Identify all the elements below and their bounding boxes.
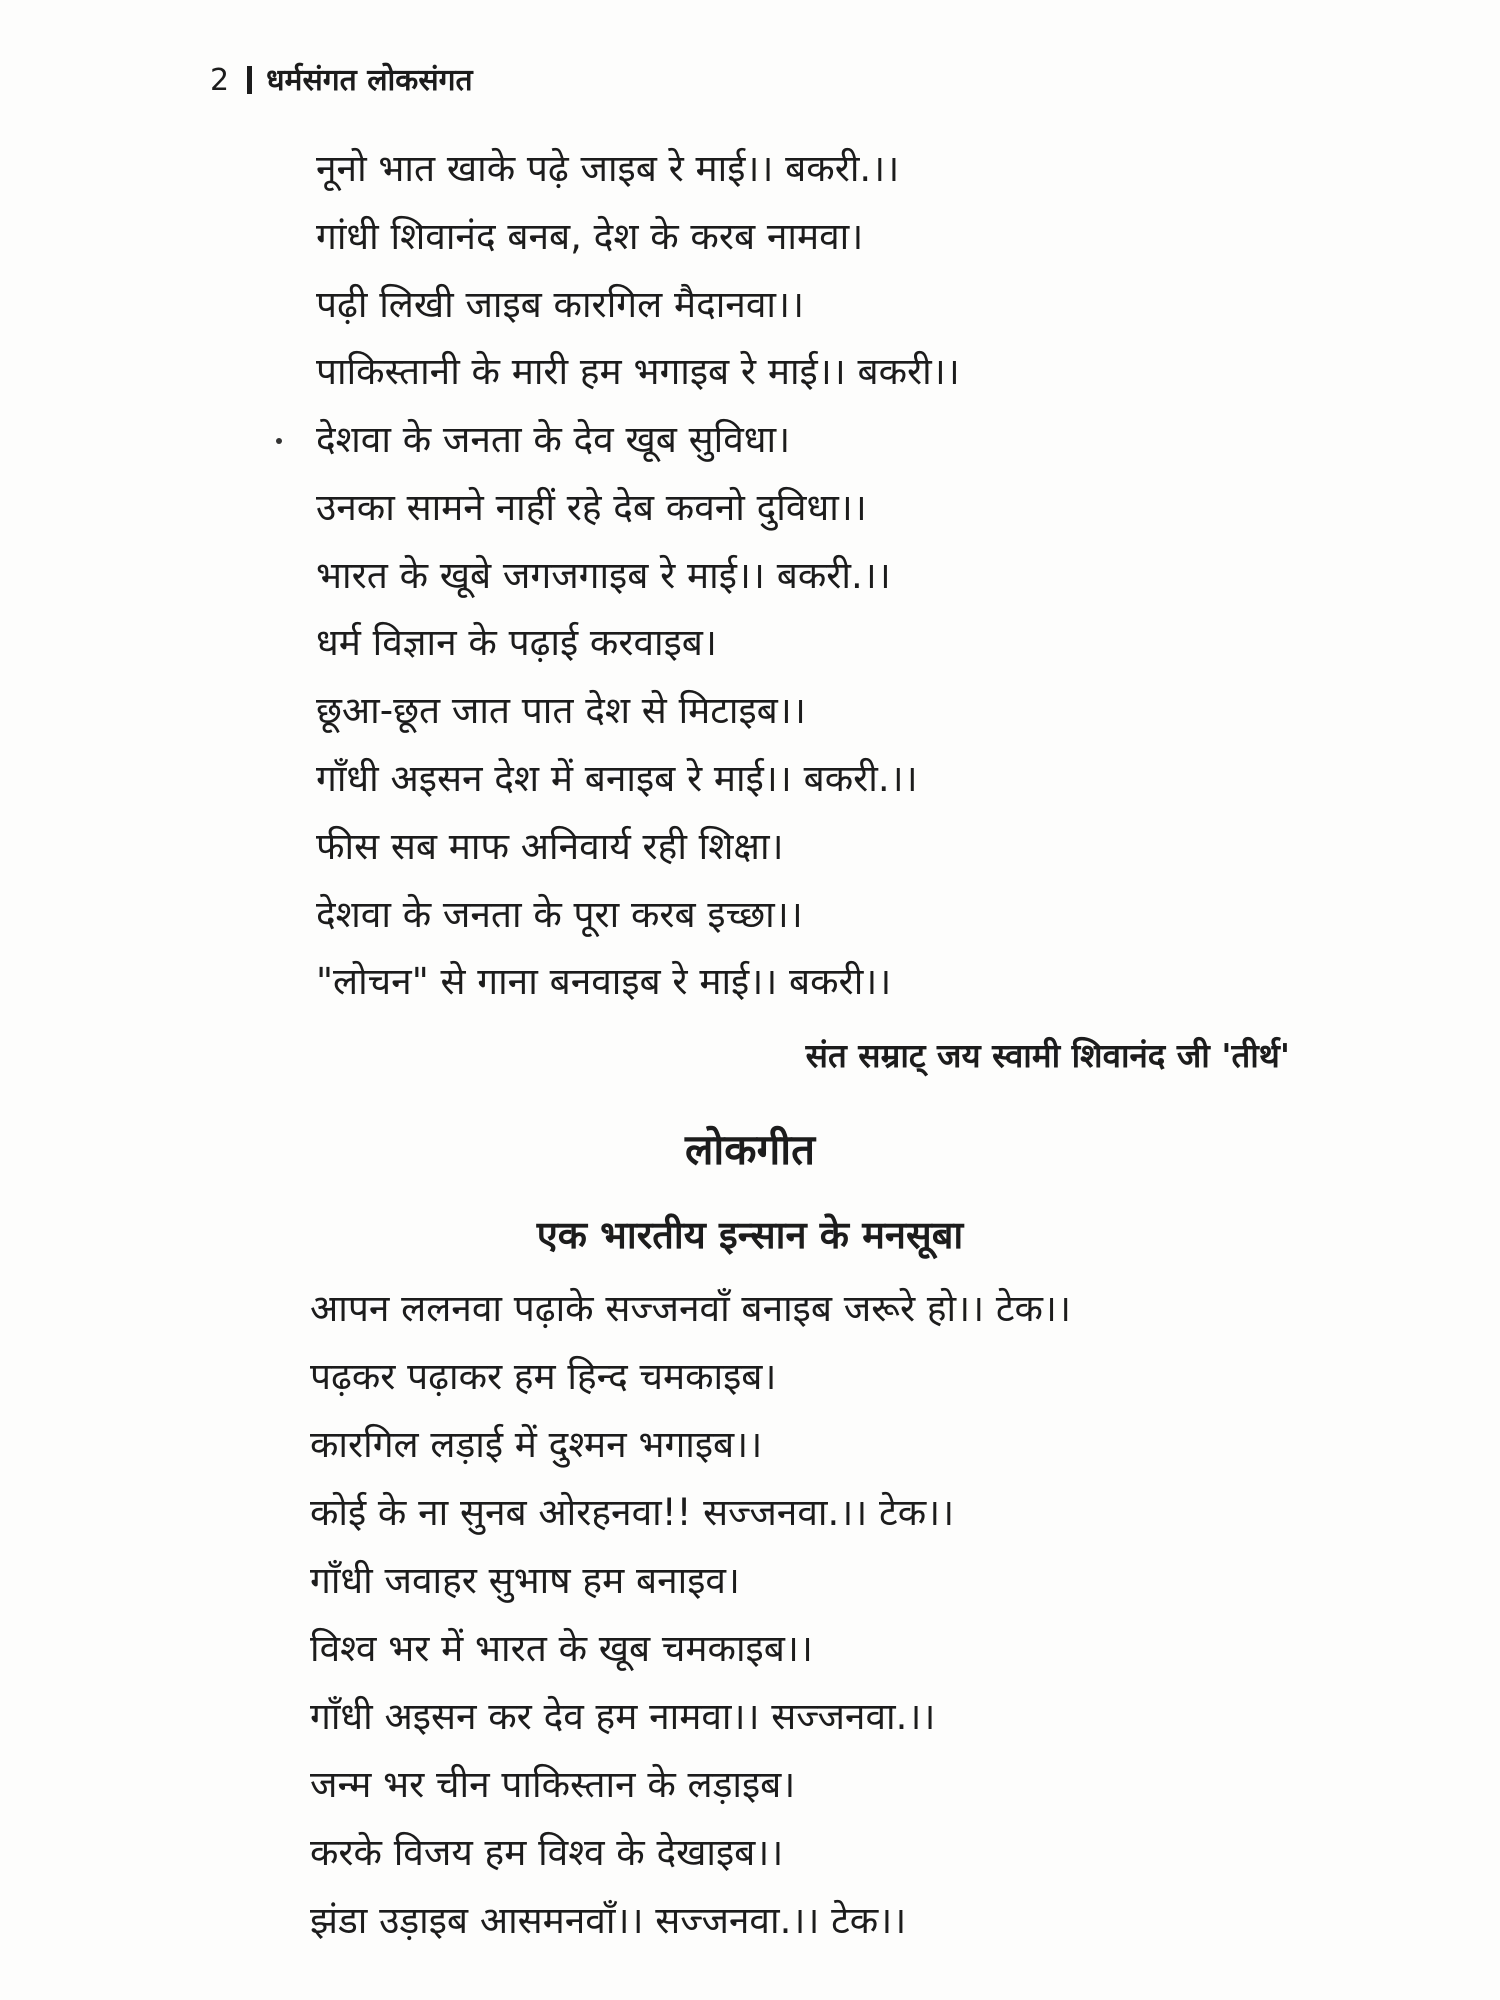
verse-line: गांधी शिवानंद बनब, देश के करब नामवा।	[316, 215, 864, 258]
verse-line: धर्म विज्ञान के पढ़ाई करवाइब।	[316, 621, 717, 664]
verse-line: पढ़ी लिखी जाइब कारगिल मैदानवा।।	[316, 283, 805, 326]
running-head	[210, 58, 473, 99]
song-title: एक भारतीय इन्सान के मनसूबा	[536, 1213, 964, 1257]
section-heading: लोकगीत	[684, 1125, 816, 1174]
verse-line: भारत के खूबे जगजगाइब रे माई।। बकरी.।।	[316, 554, 891, 597]
verse-line: विश्व भर में भारत के खूब चमकाइब।।	[310, 1627, 813, 1670]
verse-line: गाँधी अइसन कर देव हम नामवा।। सज्जनवा.।।	[310, 1695, 936, 1738]
stray-mark	[276, 438, 282, 444]
verse-line: कोई के ना सुनब ओरहनवा!! सज्जनवा.।। टेक।।	[310, 1491, 955, 1534]
verse-line: कारगिल लड़ाई में दुश्मन भगाइब।।	[310, 1423, 763, 1466]
verse-line: गाँधी जवाहर सुभाष हम बनाइव।	[310, 1559, 740, 1602]
verse-line: फीस सब माफ अनिवार्य रही शिक्षा।	[316, 825, 784, 868]
verse-line: पाकिस्तानी के मारी हम भगाइब रे माई।। बकरी।।	[316, 350, 960, 393]
verse-line: उनका सामने नाहीं रहे देब कवनो दुविधा।।	[316, 486, 867, 529]
verse-line: "लोचन" से गाना बनवाइब रे माई।। बकरी।।	[316, 960, 892, 1003]
verse-line: देशवा के जनता के देव खूब सुविधा।	[316, 418, 791, 461]
author-attribution: संत सम्राट् जय स्वामी शिवानंद जी 'तीर्थ'	[805, 1036, 1290, 1075]
verse-line: देशवा के जनता के पूरा करब इच्छा।।	[316, 893, 803, 936]
header-separator	[247, 66, 252, 94]
verse-line: झंडा उड़ाइब आसमनवाँ।। सज्जनवा.।। टेक।।	[310, 1899, 907, 1942]
verse-line: गाँधी अइसन देश में बनाइब रे माई।। बकरी.।।	[316, 757, 918, 800]
book-title: धर्मसंगत लोकसंगत	[266, 63, 473, 98]
verse-line: करके विजय हम विश्व के देखाइब।।	[310, 1831, 784, 1874]
page-number: 2	[210, 63, 230, 98]
verse-line: पढ़कर पढ़ाकर हम हिन्द चमकाइब।	[310, 1355, 777, 1398]
verse-line: नूनो भात खाके पढ़े जाइब रे माई।। बकरी.।।	[316, 147, 900, 190]
verse-line: छूआ-छूत जात पात देश से मिटाइब।।	[316, 689, 806, 732]
verse-line: आपन ललनवा पढ़ाके सज्जनवाँ बनाइब जरूरे हो।। टेक।।	[310, 1287, 1071, 1330]
verse-line: जन्म भर चीन पाकिस्तान के लड़ाइब।	[310, 1763, 796, 1806]
